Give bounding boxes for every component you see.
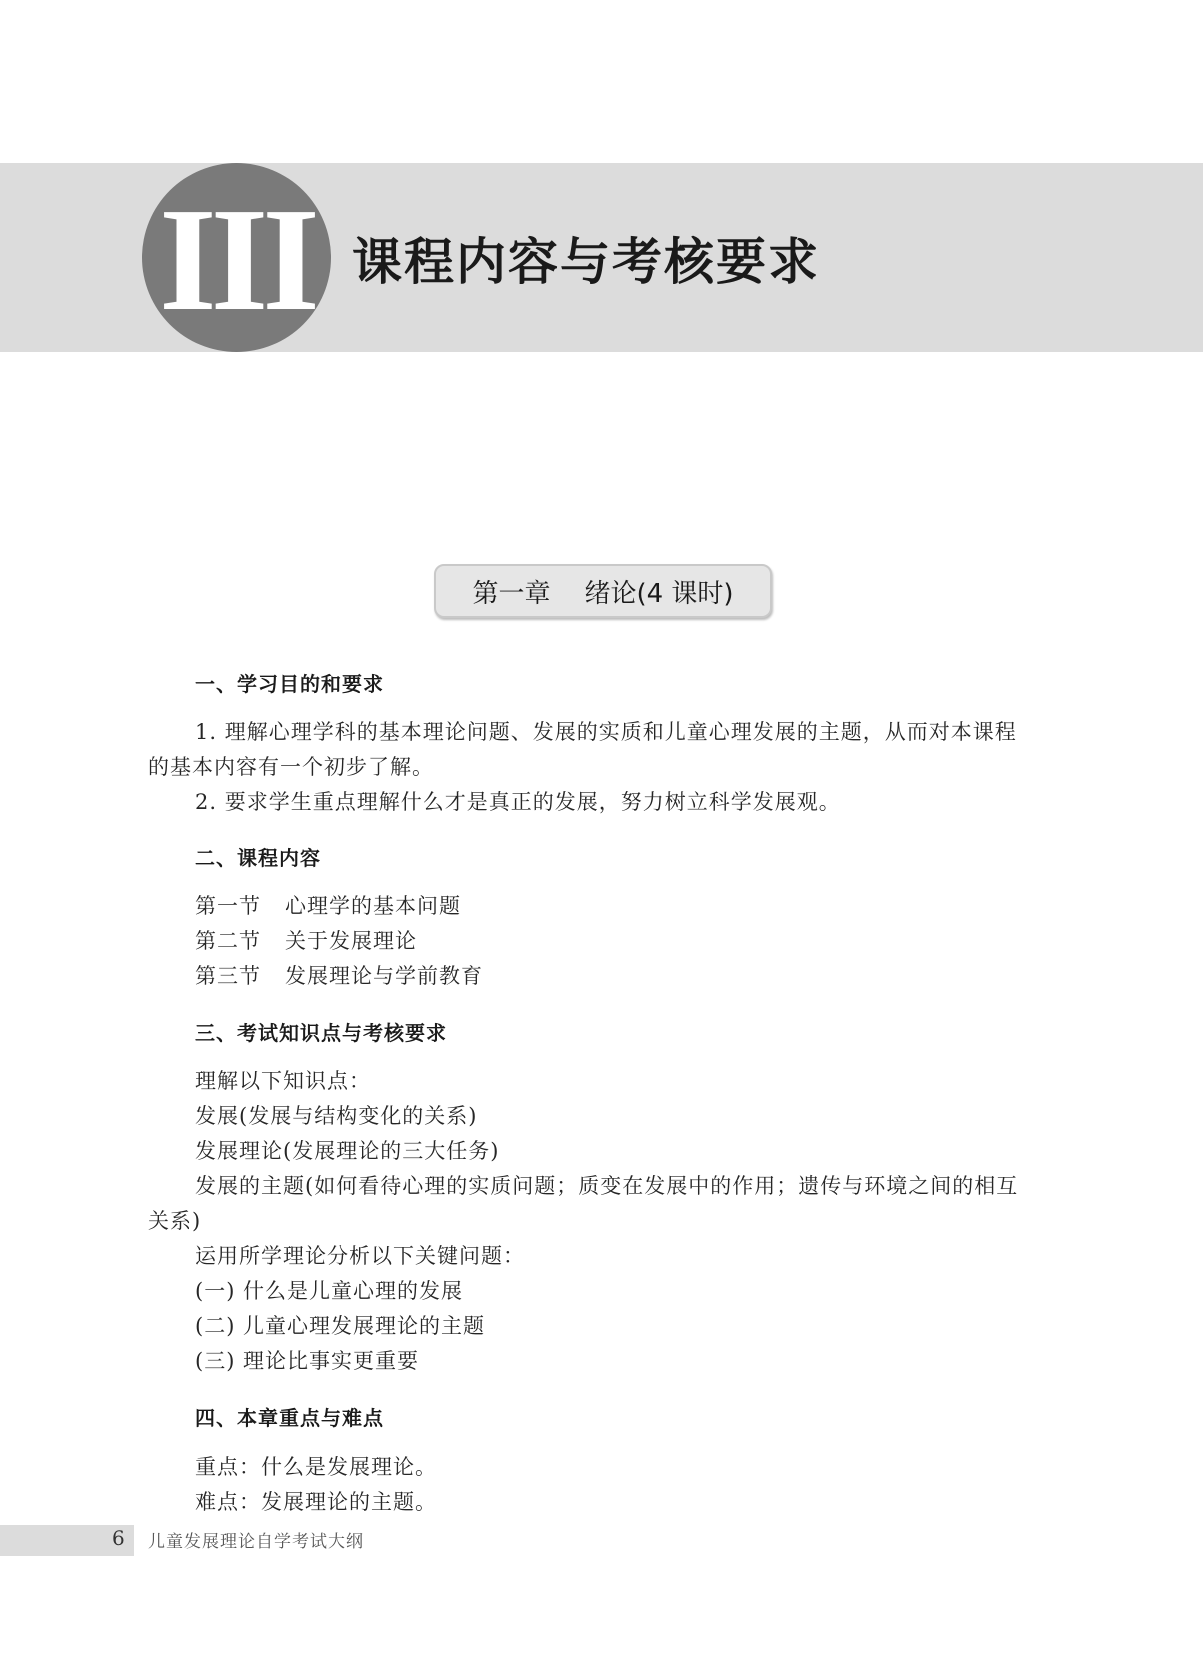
paragraph-1-line-2: 的基本内容有一个初步了解。 (148, 755, 434, 779)
key-point: 重点：什么是发展理论。 (195, 1455, 437, 1479)
chapter-label: 第一章 (472, 578, 551, 609)
apply-intro: 运用所学理论分析以下关键问题： (195, 1244, 525, 1268)
part-number-badge (142, 163, 331, 352)
section-item-title: 发展理论与学前教育 (285, 964, 483, 988)
section-heading-2: 二、课程内容 (195, 846, 321, 870)
key-question-1: (一) 什么是儿童心理的发展 (195, 1279, 464, 1303)
part-title: 课程内容与考核要求 (352, 233, 820, 291)
section-item-number: 第一节 (195, 894, 261, 918)
key-question-3: (三) 理论比事实更重要 (195, 1349, 420, 1373)
section-item-number: 第三节 (195, 964, 261, 988)
section-item-3 (195, 961, 483, 991)
difficult-point: 难点：发展理论的主题。 (195, 1490, 437, 1514)
chapter-heading (434, 564, 772, 618)
key-question-2: (二) 儿童心理发展理论的主题 (195, 1314, 486, 1338)
running-title: 儿童发展理论自学考试大纲 (148, 1532, 364, 1552)
knowledge-point-2: 发展理论(发展理论的三大任务) (195, 1139, 500, 1163)
paragraph-1-line-1: 1. 理解心理学科的基本理论问题、发展的实质和儿童心理发展的主题，从而对本课程 (195, 720, 1017, 744)
knowledge-point-1: 发展(发展与结构变化的关系) (195, 1104, 478, 1128)
section-heading-3: 三、考试知识点与考核要求 (195, 1021, 447, 1045)
section-heading-1: 一、学习目的和要求 (195, 672, 384, 696)
chapter-title: 绪论(4 课时) (584, 578, 734, 609)
section-item-title: 心理学的基本问题 (285, 894, 461, 918)
knowledge-intro: 理解以下知识点： (195, 1069, 371, 1093)
page-number: 6 (112, 1526, 125, 1550)
knowledge-point-3-line-2: 关系) (148, 1209, 202, 1233)
section-heading-4: 四、本章重点与难点 (195, 1406, 384, 1430)
section-item-number: 第二节 (195, 929, 261, 953)
section-item-2 (195, 926, 417, 956)
paragraph-2: 2. 要求学生重点理解什么才是真正的发展，努力树立科学发展观。 (195, 790, 841, 814)
section-item-1 (195, 891, 461, 921)
part-number: III (159, 177, 314, 342)
section-item-title: 关于发展理论 (285, 929, 417, 953)
knowledge-point-3-line-1: 发展的主题(如何看待心理的实质问题；质变在发展中的作用；遗传与环境之间的相互 (195, 1174, 1019, 1198)
